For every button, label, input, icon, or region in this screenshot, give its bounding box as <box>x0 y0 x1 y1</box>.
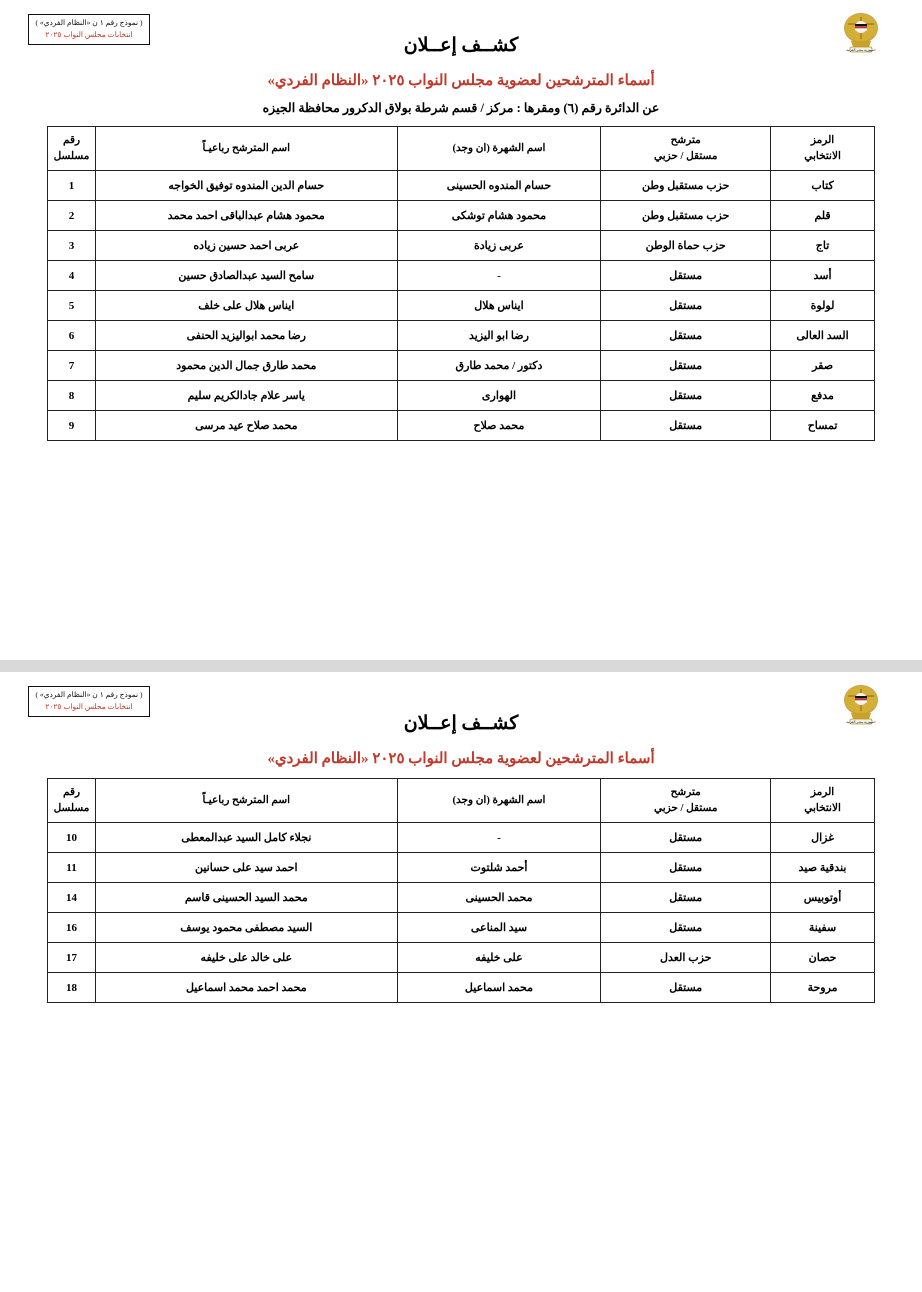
cell-symbol: بندقية صيد <box>771 853 875 883</box>
cell-name: على خالد على خليفه <box>96 943 398 973</box>
column-header-symbol-line1: الرمز <box>810 786 835 798</box>
column-header-serial-line1: رقم <box>62 134 81 146</box>
cell-serial: 4 <box>48 261 96 291</box>
cell-name: حسام الدين المندوه توفيق الخواجه <box>96 171 398 201</box>
form-stamp-line-2: انتخابات مجلس النواب ٢٠٢٥ <box>45 30 133 40</box>
cell-fame: على خليفه <box>397 943 601 973</box>
cell-name: محمود هشام عبدالباقى احمد محمد <box>96 201 398 231</box>
cell-party: مستقل <box>601 411 771 441</box>
cell-name: سامح السيد عبدالصادق حسين <box>96 261 398 291</box>
table-row <box>48 973 875 1003</box>
cell-serial: 2 <box>48 201 96 231</box>
candidates-table-page1 <box>47 126 875 441</box>
column-header-serial-line1: رقم <box>62 786 81 798</box>
cell-party: مستقل <box>601 351 771 381</box>
cell-party: مستقل <box>601 913 771 943</box>
egypt-eagle-emblem-icon <box>838 680 884 730</box>
cell-fame: - <box>397 823 601 853</box>
column-header-symbol <box>771 779 875 823</box>
cell-party: حزب مستقبل وطن <box>601 201 771 231</box>
svg-text:جمهورية مصر العربية: جمهورية مصر العربية <box>846 720 876 724</box>
table-row <box>48 883 875 913</box>
column-header-party-line1: مترشح <box>670 134 701 146</box>
column-header-fame: اسم الشهرة (ان وجد) <box>397 779 601 823</box>
cell-symbol: مروحة <box>771 973 875 1003</box>
cell-symbol: قلم <box>771 201 875 231</box>
table-row <box>48 823 875 853</box>
table-row <box>48 411 875 441</box>
page-subtitle: أسماء المترشحين لعضوية مجلس النواب ٢٠٢٥ «النظام الفردي» <box>267 751 655 767</box>
cell-name: محمد احمد محمد اسماعيل <box>96 973 398 1003</box>
column-header-symbol-line2: الانتخابي <box>804 150 841 162</box>
cell-symbol: سفينة <box>771 913 875 943</box>
cell-name: السيد مصطفى محمود يوسف <box>96 913 398 943</box>
cell-serial: 16 <box>48 913 96 943</box>
cell-fame: رضا ابو اليزيد <box>397 321 601 351</box>
table-row <box>48 231 875 261</box>
form-stamp-box-page2 <box>28 686 150 717</box>
table-body-page1 <box>48 171 875 441</box>
cell-symbol: صقر <box>771 351 875 381</box>
page-2 <box>0 672 922 1292</box>
cell-fame: - <box>397 261 601 291</box>
column-header-symbol-line1: الرمز <box>810 134 835 146</box>
cell-symbol: غزال <box>771 823 875 853</box>
form-stamp-line-2: انتخابات مجلس النواب ٢٠٢٥ <box>45 702 133 712</box>
cell-fame: عربى زيادة <box>397 231 601 261</box>
cell-fame: ايناس هلال <box>397 291 601 321</box>
cell-serial: 11 <box>48 853 96 883</box>
cell-party: مستقل <box>601 973 771 1003</box>
column-header-party <box>601 779 771 823</box>
cell-party: مستقل <box>601 291 771 321</box>
cell-party: حزب مستقبل وطن <box>601 171 771 201</box>
table-row <box>48 261 875 291</box>
cell-serial: 10 <box>48 823 96 853</box>
table-header-row <box>48 127 875 171</box>
cell-symbol: تاج <box>771 231 875 261</box>
column-header-party-line2: مستقل / حزبي <box>653 150 718 162</box>
cell-name: محمد السيد الحسينى قاسم <box>96 883 398 913</box>
table-row <box>48 853 875 883</box>
cell-party: مستقل <box>601 853 771 883</box>
cell-fame: محمد صلاح <box>397 411 601 441</box>
page-subtitle: أسماء المترشحين لعضوية مجلس النواب ٢٠٢٥ «النظام الفردي» <box>267 73 655 89</box>
cell-name: محمد صلاح عيد مرسى <box>96 411 398 441</box>
column-header-serial <box>48 779 96 823</box>
cell-name: ياسر علام جادالكريم سليم <box>96 381 398 411</box>
cell-party: حزب العدل <box>601 943 771 973</box>
table-row <box>48 171 875 201</box>
cell-fame: محمد اسماعيل <box>397 973 601 1003</box>
table-header-page2 <box>48 779 875 823</box>
table-row <box>48 291 875 321</box>
cell-serial: 1 <box>48 171 96 201</box>
cell-fame: محمد الحسينى <box>397 883 601 913</box>
page-title: كشــف إعــلان <box>403 713 519 734</box>
table-row <box>48 381 875 411</box>
cell-party: مستقل <box>601 823 771 853</box>
table-row <box>48 201 875 231</box>
table-row <box>48 351 875 381</box>
svg-text:جمهورية مصر العربية: جمهورية مصر العربية <box>846 48 876 52</box>
cell-party: مستقل <box>601 261 771 291</box>
cell-name: ايناس هلال على خلف <box>96 291 398 321</box>
column-header-name: اسم المترشح رباعيـاً <box>96 127 398 171</box>
form-stamp-line-1: ( نموذج رقم ١ ن «النظام الفردي» ) <box>35 690 143 699</box>
cell-symbol: السد العالى <box>771 321 875 351</box>
egypt-eagle-emblem-icon <box>838 8 884 58</box>
cell-serial: 14 <box>48 883 96 913</box>
cell-symbol: أوتوبيس <box>771 883 875 913</box>
cell-party: مستقل <box>601 381 771 411</box>
table-row <box>48 913 875 943</box>
table-header-row <box>48 779 875 823</box>
form-stamp-box-page1 <box>28 14 150 45</box>
cell-serial: 5 <box>48 291 96 321</box>
cell-symbol: حصان <box>771 943 875 973</box>
column-header-symbol <box>771 127 875 171</box>
table-header-page1 <box>48 127 875 171</box>
cell-symbol: تمساح <box>771 411 875 441</box>
cell-name: احمد سيد على حسانين <box>96 853 398 883</box>
cell-serial: 18 <box>48 973 96 1003</box>
cell-serial: 9 <box>48 411 96 441</box>
table-body-page2 <box>48 823 875 1003</box>
cell-serial: 8 <box>48 381 96 411</box>
column-header-party-line1: مترشح <box>670 786 701 798</box>
column-header-fame: اسم الشهرة (ان وجد) <box>397 127 601 171</box>
table-row <box>48 321 875 351</box>
cell-name: رضا محمد ابواليزيد الحنفى <box>96 321 398 351</box>
cell-party: مستقل <box>601 883 771 913</box>
form-stamp-line-1: ( نموذج رقم ١ ن «النظام الفردي» ) <box>35 18 143 27</box>
cell-serial: 6 <box>48 321 96 351</box>
cell-name: محمد طارق جمال الدين محمود <box>96 351 398 381</box>
cell-party: مستقل <box>601 321 771 351</box>
column-header-serial <box>48 127 96 171</box>
cell-fame: حسام المندوه الحسينى <box>397 171 601 201</box>
table-row <box>48 943 875 973</box>
cell-party: حزب حماة الوطن <box>601 231 771 261</box>
cell-symbol: مدفع <box>771 381 875 411</box>
cell-symbol: لولوة <box>771 291 875 321</box>
cell-name: عربى احمد حسين زياده <box>96 231 398 261</box>
cell-fame: أحمد شلتوت <box>397 853 601 883</box>
page-title: كشــف إعــلان <box>403 35 519 56</box>
page-separator <box>0 660 922 672</box>
cell-symbol: أسد <box>771 261 875 291</box>
cell-fame: دكتور / محمد طارق <box>397 351 601 381</box>
cell-name: نجلاء كامل السيد عبدالمعطى <box>96 823 398 853</box>
cell-fame: الهوارى <box>397 381 601 411</box>
cell-symbol: كتاب <box>771 171 875 201</box>
cell-serial: 17 <box>48 943 96 973</box>
cell-serial: 7 <box>48 351 96 381</box>
cell-serial: 3 <box>48 231 96 261</box>
column-header-party-line2: مستقل / حزبي <box>653 802 718 814</box>
column-header-symbol-line2: الانتخابي <box>804 802 841 814</box>
column-header-name: اسم المترشح رباعيـاً <box>96 779 398 823</box>
constituency-line: عن الدائرة رقم (٦) ومقرها : مركز / قسم شرطة بولاق الدكرور محافظة الجيزه <box>262 101 660 115</box>
column-header-serial-line2: مسلسل <box>53 802 90 814</box>
candidates-table-page2 <box>47 778 875 1003</box>
cell-fame: سيد المناعى <box>397 913 601 943</box>
column-header-serial-line2: مسلسل <box>53 150 90 162</box>
column-header-party <box>601 127 771 171</box>
cell-fame: محمود هشام توشكى <box>397 201 601 231</box>
